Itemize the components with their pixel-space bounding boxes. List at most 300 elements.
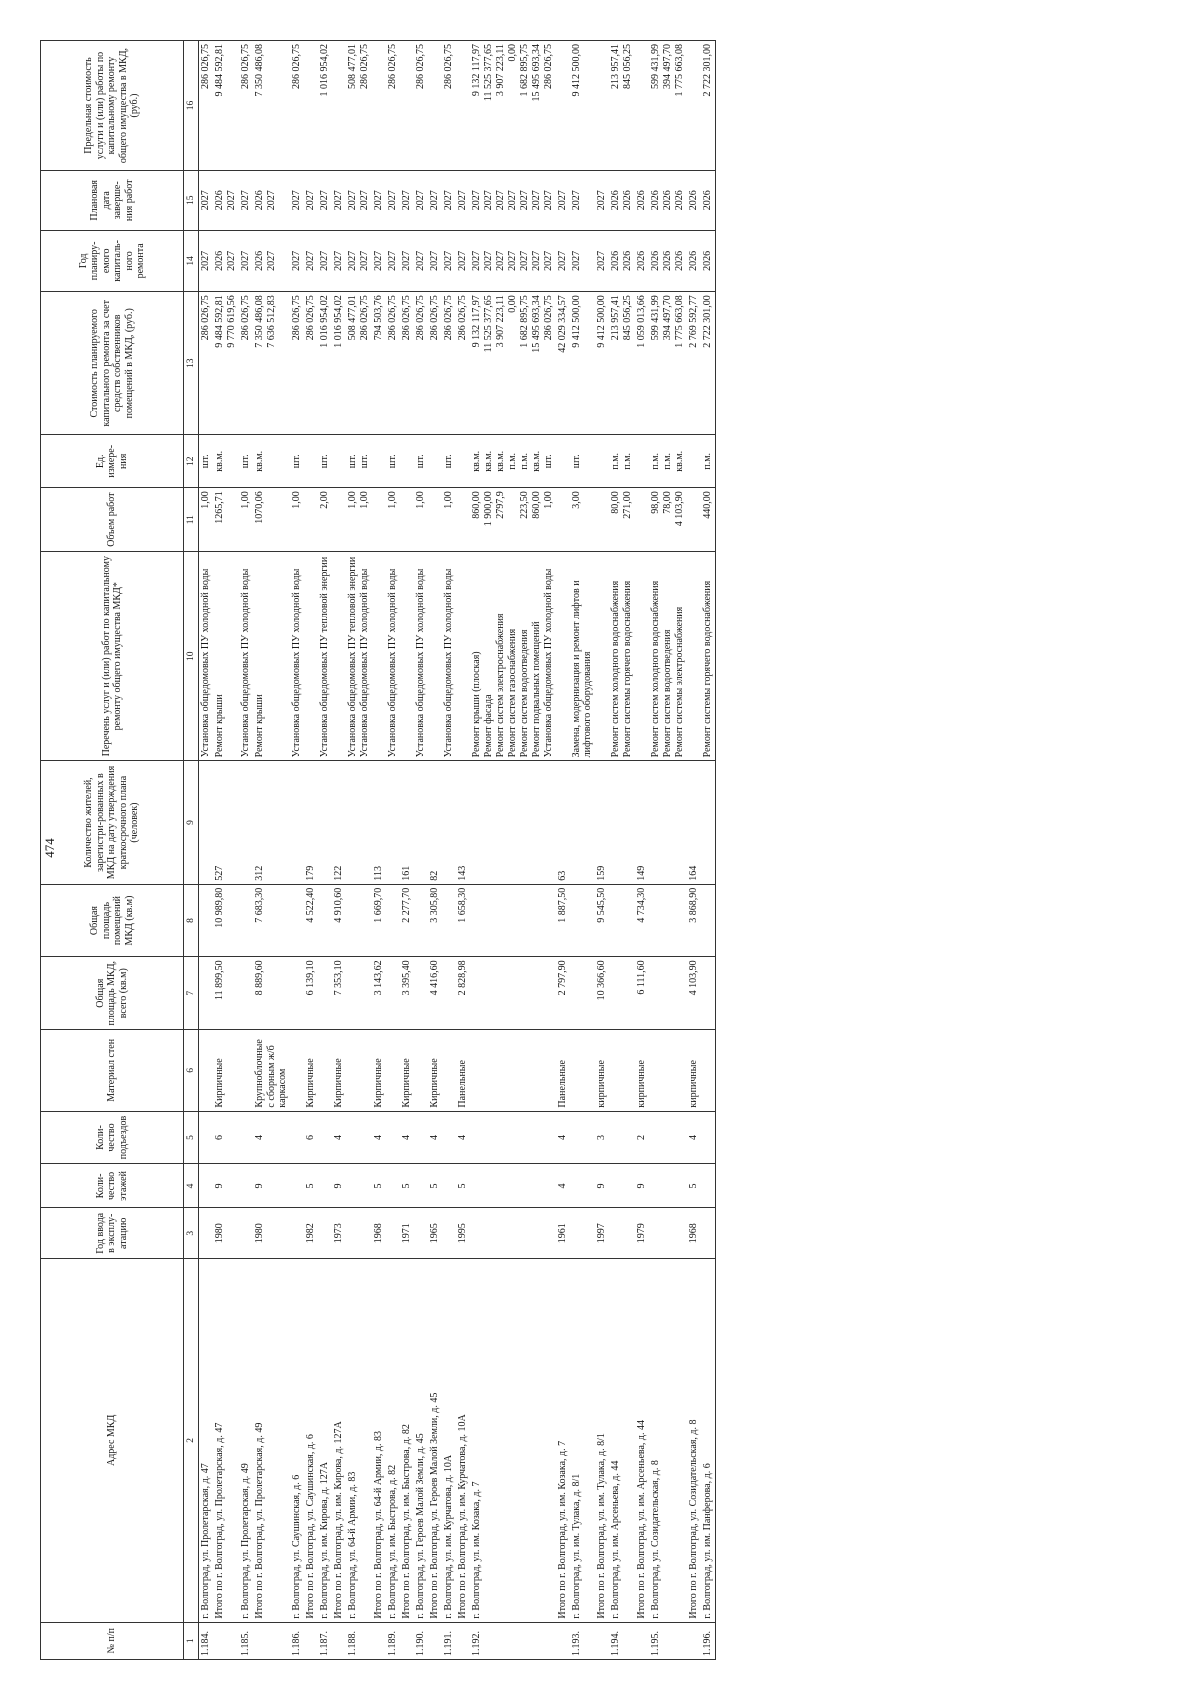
table-cell-col9 xyxy=(346,761,372,884)
cell-line: п.м. xyxy=(661,452,673,470)
table-cell-col4: 5 xyxy=(456,1164,470,1208)
cell-line: 2027 xyxy=(470,190,482,211)
table-cell-col9: 149 xyxy=(635,761,649,884)
table-cell-col1: 1.184. xyxy=(199,1622,214,1659)
table-cell-col7 xyxy=(609,957,635,1030)
table-row-total xyxy=(556,41,570,1660)
table-cell-col9 xyxy=(470,761,556,884)
table-cell-col12 xyxy=(213,435,239,488)
table-cell-col15 xyxy=(318,171,332,230)
column-header-7: Общая площадь МКД, всего (кв.м) xyxy=(41,957,184,1030)
table-cell-col4 xyxy=(386,1164,400,1208)
cell-line xyxy=(557,438,569,484)
table-cell-col8: 3 868,90 xyxy=(687,884,701,957)
cell-line: 2027 xyxy=(318,190,330,211)
cell-line: 2026 xyxy=(609,190,621,211)
cell-line: 2027 xyxy=(346,190,358,211)
table-cell-col15 xyxy=(239,171,253,230)
table-cell-col15 xyxy=(199,171,214,230)
cell-line: 2027 xyxy=(266,250,277,271)
table-cell-col10 xyxy=(304,552,318,761)
cell-line: 2026 xyxy=(673,250,685,271)
table-cell-col6 xyxy=(386,1030,400,1112)
cell-line xyxy=(401,438,413,484)
table-cell-col5: 4 xyxy=(253,1111,290,1164)
cell-line: п.м. xyxy=(609,452,621,470)
table-cell-col11 xyxy=(635,488,649,552)
cell-line xyxy=(401,44,413,167)
table-cell-col2: Итого по г. Волгоград, ул. 64-й Армии, д. 83 xyxy=(372,1259,386,1622)
table-cell-col4 xyxy=(346,1164,372,1208)
table-cell-col15 xyxy=(470,171,556,230)
table-cell-col9 xyxy=(290,761,304,884)
table-cell-col11 xyxy=(372,488,386,552)
table-cell-col5 xyxy=(442,1111,456,1164)
table-cell-col7: 6 111,60 xyxy=(635,957,649,1030)
cell-line: 11 525 377,65 xyxy=(482,44,494,102)
table-cell-col13 xyxy=(570,292,595,435)
table-cell-col10 xyxy=(556,552,570,761)
table-cell-col9: 82 xyxy=(428,761,442,884)
table-row xyxy=(199,41,214,1660)
table-cell-col13 xyxy=(332,292,346,435)
table-cell-col12 xyxy=(456,435,470,488)
cell-line: 9 484 592,81 xyxy=(214,44,225,97)
table-cell-col3: 1995 xyxy=(456,1208,470,1259)
cell-line: Ремонт системы горячего водоснабжения xyxy=(701,580,713,758)
cell-line: 286 026,75 xyxy=(304,295,316,341)
cell-line: 2027 xyxy=(318,250,330,271)
table-row-total xyxy=(428,41,442,1660)
table-cell-col5 xyxy=(609,1111,635,1164)
cell-line: 860,00 xyxy=(470,491,482,519)
table-cell-col12 xyxy=(290,435,304,488)
table-row xyxy=(318,41,332,1660)
column-header-4: Коли-чество этажей xyxy=(41,1164,184,1208)
table-cell-col4 xyxy=(239,1164,253,1208)
table-row xyxy=(470,41,556,1660)
cell-line: 2 722 301,00 xyxy=(701,44,713,97)
cell-line xyxy=(688,555,700,757)
table-cell-col10 xyxy=(199,552,214,761)
table-cell-col9: 63 xyxy=(556,761,570,884)
cell-line: 286 026,75 xyxy=(442,295,454,341)
table-cell-col2: Итого по г. Волгоград, ул. им. Козака, д. 7 xyxy=(556,1259,570,1622)
cell-line xyxy=(636,555,648,757)
table-cell-col16 xyxy=(414,41,428,171)
cell-line: 286 026,75 xyxy=(428,295,440,341)
table-cell-col10 xyxy=(400,552,414,761)
table-cell-col6 xyxy=(414,1030,428,1112)
cell-line: Ремонт крыши (плоская) xyxy=(470,651,482,758)
table-cell-col10 xyxy=(386,552,400,761)
table-cell-col1: 1.192. xyxy=(470,1622,556,1659)
cell-line: шт. xyxy=(358,454,370,469)
table-cell-col6 xyxy=(239,1030,253,1112)
table-cell-col3 xyxy=(414,1208,428,1259)
cell-line: шт. xyxy=(386,454,398,469)
table-cell-col8: 4 910,60 xyxy=(332,884,346,957)
cell-line: 2027 xyxy=(358,190,370,211)
column-header-6: Материал стен xyxy=(41,1030,184,1112)
table-cell-col9: 312 xyxy=(253,761,290,884)
cell-line: 1,00 xyxy=(358,491,370,509)
cell-line: 2026 xyxy=(635,250,647,271)
table-cell-col8 xyxy=(442,884,456,957)
cell-line xyxy=(596,44,608,167)
cell-line: 1 059 013,66 xyxy=(635,295,647,348)
table-cell-col11 xyxy=(386,488,400,552)
table-cell-col6 xyxy=(318,1030,332,1112)
table-cell-col16 xyxy=(701,41,716,171)
table-cell-col11 xyxy=(609,488,635,552)
cell-line: 2026 xyxy=(214,250,225,271)
cell-line xyxy=(429,491,441,548)
table-cell-col4: 5 xyxy=(304,1164,318,1208)
cell-line: 9 484 592,81 xyxy=(214,295,225,348)
cell-line: 286 026,75 xyxy=(456,295,468,341)
table-cell-col8: 4 734,30 xyxy=(635,884,649,957)
table-cell-col10 xyxy=(372,552,386,761)
cell-line: Ремонт систем холодного водоснабжения xyxy=(649,580,661,758)
table-cell-col12 xyxy=(346,435,372,488)
cell-line xyxy=(373,491,385,548)
table-cell-col5 xyxy=(290,1111,304,1164)
table-cell-col10 xyxy=(332,552,346,761)
table-cell-col6 xyxy=(470,1030,556,1112)
table-cell-col13 xyxy=(239,292,253,435)
cell-line: Установка общедомовых ПУ холодной воды xyxy=(414,568,426,758)
cell-line: шт. xyxy=(346,454,358,469)
table-cell-col12 xyxy=(609,435,635,488)
table-cell-col9 xyxy=(609,761,635,884)
table-cell-col6: Кирпичные xyxy=(428,1030,442,1112)
table-row-total xyxy=(456,41,470,1660)
column-header-8: Общая площадь помещений МКД (кв.м) xyxy=(41,884,184,957)
cell-line xyxy=(507,491,519,548)
table-cell-col5 xyxy=(199,1111,214,1164)
column-header-14: Год планиру-емого капиталь-ного ремонта xyxy=(41,230,184,292)
cell-line: кв.м. xyxy=(482,450,494,472)
table-cell-col7 xyxy=(239,957,253,1030)
table-row-total xyxy=(595,41,609,1660)
cell-line: 9 770 619,56 xyxy=(226,295,237,348)
table-cell-col2: г. Волгоград, ул. им. Быстрова, д. 82 xyxy=(386,1259,400,1622)
table-cell-col4: 5 xyxy=(428,1164,442,1208)
table-cell-col15 xyxy=(414,171,428,230)
cell-line: 845 056,25 xyxy=(621,295,633,341)
table-cell-col2: Итого по г. Волгоград, ул. им. Арсеньева, д. 44 xyxy=(635,1259,649,1622)
table-cell-col7 xyxy=(570,957,595,1030)
table-cell-col1 xyxy=(595,1622,609,1659)
cell-line: 2026 xyxy=(254,190,265,211)
column-header-16: Предельная стоимость услуги и (или) работы по капитальному ремонту общего имущества в МКД, (руб.) xyxy=(41,41,184,171)
cell-line: 11 525 377,65 xyxy=(482,295,494,353)
cell-line: 2027 xyxy=(346,250,358,271)
table-cell-col8: 2 277,70 xyxy=(400,884,414,957)
table-cell-col16 xyxy=(253,41,290,171)
table-cell-col13 xyxy=(318,292,332,435)
table-cell-col8: 9 545,50 xyxy=(595,884,609,957)
cell-line: 2027 xyxy=(400,190,412,211)
cell-line: 2027 xyxy=(414,250,426,271)
table-cell-col5: 2 xyxy=(635,1111,649,1164)
table-cell-col16 xyxy=(213,41,239,171)
table-cell-col2: Итого по г. Волгоград, ул. им. Тулака, д. 8/1 xyxy=(595,1259,609,1622)
cell-line xyxy=(333,555,345,757)
table-cell-col9 xyxy=(199,761,214,884)
cell-line: 286 026,75 xyxy=(200,44,211,89)
table-cell-col7: 8 889,60 xyxy=(253,957,290,1030)
cell-line: Установка общедомовых ПУ холодной воды xyxy=(358,568,370,758)
cell-line: 15 495 693,34 xyxy=(530,44,542,102)
table-cell-col5: 6 xyxy=(213,1111,239,1164)
table-cell-col16 xyxy=(470,41,556,171)
cell-line: шт. xyxy=(414,454,426,469)
table-cell-col7 xyxy=(346,957,372,1030)
table-cell-col13 xyxy=(595,292,609,435)
table-cell-col15 xyxy=(372,171,386,230)
table-cell-col15 xyxy=(687,171,701,230)
table-cell-col16 xyxy=(456,41,470,171)
cell-line: 2027 xyxy=(518,250,530,271)
table-cell-col12 xyxy=(199,435,214,488)
cell-line: 2027 xyxy=(542,190,554,211)
table-cell-col8: 10 989,80 xyxy=(213,884,239,957)
table-cell-col11 xyxy=(570,488,595,552)
cell-line: Ремонт системы горячего водоснабжения xyxy=(621,580,633,758)
cell-line: 286 026,75 xyxy=(400,295,412,341)
column-number-5: 5 xyxy=(184,1111,199,1164)
table-cell-col16 xyxy=(400,41,414,171)
cell-line: 2027 xyxy=(358,250,370,271)
table-cell-col3: 1971 xyxy=(400,1208,414,1259)
cell-line: 2027 xyxy=(414,190,426,211)
cell-line xyxy=(401,555,413,757)
cell-line: 2027 xyxy=(506,250,518,271)
cell-line xyxy=(333,44,345,167)
cell-line: 2026 xyxy=(621,250,633,271)
cell-line: 599 431,99 xyxy=(649,44,661,89)
table-cell-col8 xyxy=(609,884,635,957)
cell-line: Установка общедомовых ПУ холодной воды xyxy=(200,568,211,758)
table-cell-col11 xyxy=(253,488,290,552)
cell-line: 2027 xyxy=(482,250,494,271)
table-cell-col3 xyxy=(570,1208,595,1259)
table-cell-col4 xyxy=(199,1164,214,1208)
table-cell-col15 xyxy=(635,171,649,230)
table-cell-col7 xyxy=(414,957,428,1030)
cell-line: 7 350 486,08 xyxy=(254,295,265,348)
table-cell-col6 xyxy=(570,1030,595,1112)
column-header-10: Перечень услуг и (или) работ по капитальному ремонту общего имущества МКД* xyxy=(41,552,184,761)
cell-line: Ремонт систем электроснабжения xyxy=(494,613,506,758)
cell-line: 2026 xyxy=(701,250,713,271)
table-cell-col7 xyxy=(386,957,400,1030)
table-cell-col8: 4 522,40 xyxy=(304,884,318,957)
table-cell-col16 xyxy=(595,41,609,171)
cell-line: 2026 xyxy=(214,190,225,211)
table-cell-col14 xyxy=(213,230,239,292)
table-cell-col7 xyxy=(649,957,687,1030)
cell-line xyxy=(596,555,608,757)
table-cell-col5 xyxy=(239,1111,253,1164)
table-cell-col10 xyxy=(442,552,456,761)
table-cell-col11 xyxy=(595,488,609,552)
table-row xyxy=(649,41,687,1660)
table-cell-col6: Панельные xyxy=(456,1030,470,1112)
table-cell-col13 xyxy=(386,292,400,435)
cell-line xyxy=(373,44,385,167)
table-cell-col3: 1973 xyxy=(332,1208,346,1259)
table-cell-col11 xyxy=(649,488,687,552)
table-cell-col10 xyxy=(649,552,687,761)
table-cell-col15 xyxy=(595,171,609,230)
table-cell-col3 xyxy=(290,1208,304,1259)
table-cell-col2: Итого по г. Волгоград, ул. Пролетарская, д. 47 xyxy=(213,1259,239,1622)
table-cell-col14 xyxy=(456,230,470,292)
table-row xyxy=(239,41,253,1660)
cell-line xyxy=(636,44,648,167)
table-cell-col3 xyxy=(386,1208,400,1259)
table-cell-col13 xyxy=(456,292,470,435)
table-cell-col13 xyxy=(609,292,635,435)
table-cell-col15 xyxy=(556,171,570,230)
table-cell-col12 xyxy=(304,435,318,488)
cell-line: 394 497,70 xyxy=(661,295,673,341)
cell-line: 98,00 xyxy=(649,491,661,514)
table-cell-col9 xyxy=(386,761,400,884)
table-cell-col10 xyxy=(213,552,239,761)
table-cell-col6 xyxy=(701,1030,716,1112)
column-number-10: 10 xyxy=(184,552,199,761)
table-cell-col3: 1980 xyxy=(213,1208,239,1259)
cell-line: 2027 xyxy=(332,190,344,211)
cell-line: шт. xyxy=(442,454,454,469)
cell-line: кв.м. xyxy=(254,450,265,472)
table-cell-col12 xyxy=(414,435,428,488)
table-cell-col5 xyxy=(386,1111,400,1164)
table-cell-col7: 3 395,40 xyxy=(400,957,414,1030)
table-cell-col16 xyxy=(635,41,649,171)
table-cell-col6 xyxy=(649,1030,687,1112)
table-cell-col4: 5 xyxy=(372,1164,386,1208)
cell-line: 2 769 592,77 xyxy=(687,295,699,348)
table-cell-col1 xyxy=(556,1622,570,1659)
table-cell-col14 xyxy=(386,230,400,292)
table-cell-col3 xyxy=(346,1208,372,1259)
table-cell-col14 xyxy=(609,230,635,292)
cell-line xyxy=(429,44,441,167)
cell-line: шт. xyxy=(318,454,330,469)
cell-line: 1,00 xyxy=(346,491,358,509)
table-cell-col15 xyxy=(456,171,470,230)
table-cell-col1 xyxy=(635,1622,649,1659)
cell-line: 3,00 xyxy=(570,491,582,509)
table-cell-col1 xyxy=(304,1622,318,1659)
table-cell-col6: Кирпичные xyxy=(400,1030,414,1112)
cell-line: 2027 xyxy=(428,190,440,211)
cell-line: Установка общедомовых ПУ холодной воды xyxy=(240,568,251,758)
cell-line xyxy=(429,438,441,484)
table-cell-col4 xyxy=(442,1164,456,1208)
cell-line: Ремонт крыши xyxy=(214,694,225,758)
table-cell-col16 xyxy=(649,41,687,171)
table-cell-col15 xyxy=(253,171,290,230)
table-row-total xyxy=(635,41,649,1660)
table-cell-col12 xyxy=(372,435,386,488)
table-cell-col2: Итого по г. Волгоград, ул. Героев Малой Земли, д. 45 xyxy=(428,1259,442,1622)
table-cell-col8 xyxy=(199,884,214,957)
table-cell-col7: 10 366,60 xyxy=(595,957,609,1030)
table-cell-col3: 1968 xyxy=(372,1208,386,1259)
table-cell-col1: 1.186. xyxy=(290,1622,304,1659)
cell-line: 1,00 xyxy=(414,491,426,509)
cell-line: Ремонт систем водоотведения xyxy=(661,629,673,758)
table-cell-col3 xyxy=(199,1208,214,1259)
table-cell-col12 xyxy=(701,435,716,488)
table-cell-col4: 9 xyxy=(253,1164,290,1208)
cell-line: 2026 xyxy=(254,250,265,271)
table-cell-col11 xyxy=(346,488,372,552)
table-cell-col1: 1.187. xyxy=(318,1622,332,1659)
column-number-14: 14 xyxy=(184,230,199,292)
table-cell-col5: 4 xyxy=(400,1111,414,1164)
table-cell-col16 xyxy=(372,41,386,171)
table-cell-col5: 4 xyxy=(428,1111,442,1164)
cell-line: 2027 xyxy=(506,190,518,211)
table-cell-col14 xyxy=(428,230,442,292)
table-cell-col5 xyxy=(649,1111,687,1164)
cell-line xyxy=(457,44,469,167)
cell-line: 2026 xyxy=(661,250,673,271)
cell-line: 1 775 663,08 xyxy=(673,44,685,97)
cell-line xyxy=(305,555,317,757)
table-cell-col12 xyxy=(470,435,556,488)
table-cell-col5: 4 xyxy=(556,1111,570,1164)
table-cell-col3 xyxy=(470,1208,556,1259)
table-cell-col10 xyxy=(239,552,253,761)
cell-line: 42 029 334,57 xyxy=(556,295,568,353)
cell-line: 2027 xyxy=(372,190,384,211)
table-cell-col2: Итого по г. Волгоград, ул. им. Курчатова, д. 10А xyxy=(456,1259,470,1622)
table-cell-col2: г. Волгоград, ул. 64-й Армии, д. 83 xyxy=(346,1259,372,1622)
table-cell-col13 xyxy=(372,292,386,435)
table-cell-col9: 122 xyxy=(332,761,346,884)
table-cell-col5 xyxy=(570,1111,595,1164)
table-cell-col6: Кирпичные xyxy=(332,1030,346,1112)
table-cell-col16 xyxy=(304,41,318,171)
table-cell-col11 xyxy=(470,488,556,552)
table-cell-col5 xyxy=(318,1111,332,1164)
table-cell-col10 xyxy=(595,552,609,761)
cell-line: 9 132 117,97 xyxy=(470,295,482,348)
table-cell-col4 xyxy=(318,1164,332,1208)
table-cell-col15 xyxy=(386,171,400,230)
cell-line: 2027 xyxy=(570,250,582,271)
table-cell-col3 xyxy=(318,1208,332,1259)
cell-line: 845 056,25 xyxy=(621,44,633,89)
table-row xyxy=(570,41,595,1660)
cell-line: 2027 xyxy=(442,190,454,211)
table-cell-col6 xyxy=(346,1030,372,1112)
table-cell-col14 xyxy=(701,230,716,292)
table-cell-col15 xyxy=(346,171,372,230)
table-cell-col7: 4 416,60 xyxy=(428,957,442,1030)
table-row xyxy=(290,41,304,1660)
cell-line: 2027 xyxy=(428,250,440,271)
cell-line: 2027 xyxy=(556,190,568,211)
